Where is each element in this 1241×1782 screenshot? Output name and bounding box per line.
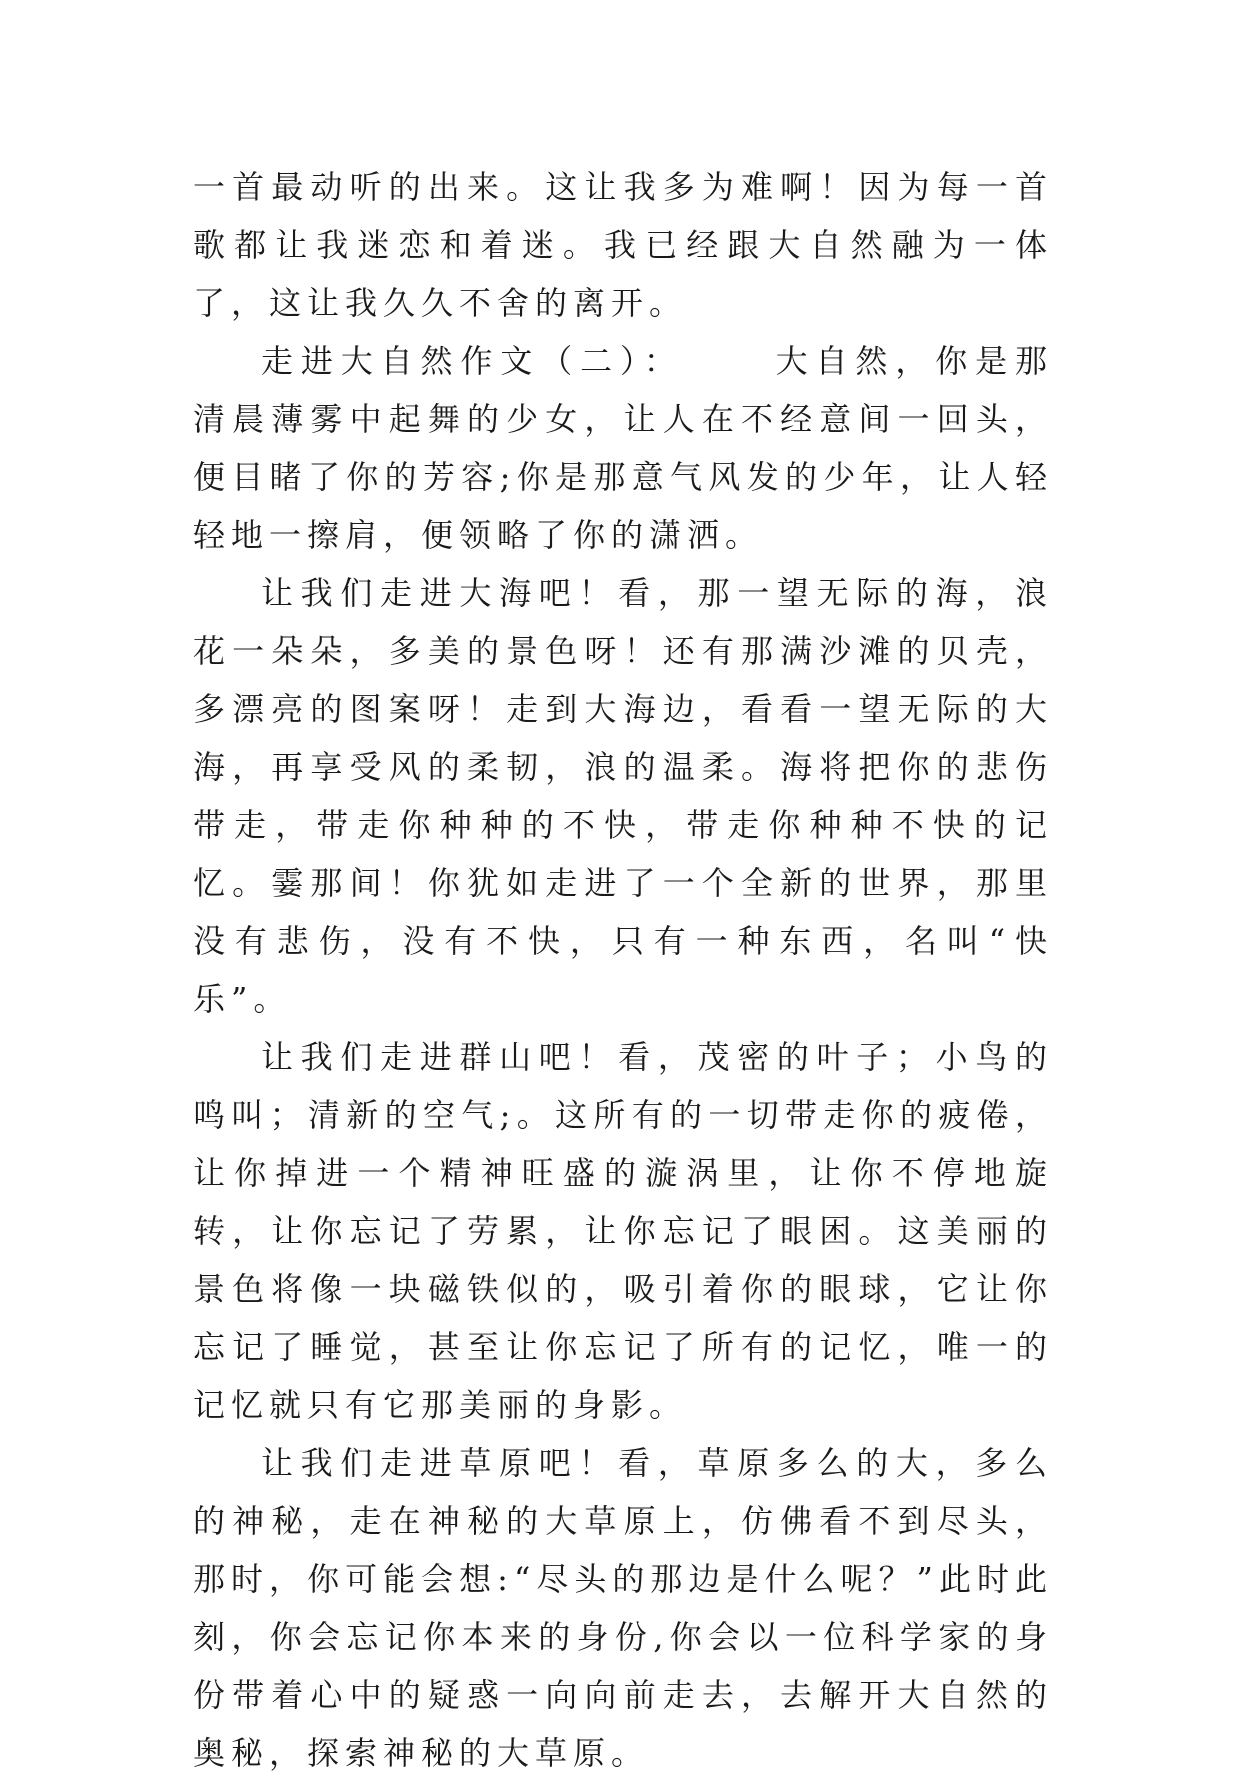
- paragraph-5: 让我们走进草原吧！看，草原多么的大，多么的神秘，走在神秘的大草原上，仿佛看不到尽头，那时，你可能会想:“尽头的那边是什么呢？”此时此刻，你会忘记你本来的身份,你会以一位科学家的身份带着心中的疑惑一向向前走去，去解开大自然的奥秘，探索神秘的大草原。: [193, 1444, 1053, 1772]
- document-body: [193, 158, 1053, 1782]
- paragraph-2: [193, 332, 1053, 564]
- paragraph-3: 让我们走进大海吧！看，那一望无际的海，浪花一朵朵，多美的景色呀！还有那满沙滩的贝壳，多漂亮的图案呀！走到大海边，看看一望无际的大海，再享受风的柔韧，浪的温柔。海将把你的悲伤带走，带走你种种的不快，带走你种种不快的记忆。霎那间！你犹如走进了一个全新的世界，那里没有悲伤，没有不快，只有一种东西，名叫“快乐”。: [193, 574, 1053, 1018]
- paragraph-2-text: 大自然，你是那清晨薄雾中起舞的少女，让人在不经意间一回头，便目睹了你的芳容;你是那意气风发的少年，让人轻轻地一擦肩，便领略了你的潇洒。: [193, 342, 1053, 554]
- essay-heading: 走进大自然作文（二）：: [261, 342, 684, 380]
- paragraph-4: 让我们走进群山吧！看，茂密的叶子；小鸟的鸣叫；清新的空气;。这所有的一切带走你的疲倦，让你掉进一个精神旺盛的漩涡里，让你不停地旋转，让你忘记了劳累，让你忘记了眼困。这美丽的景色将像一块磁铁似的，吸引着你的眼球，它让你忘记了睡觉，甚至让你忘记了所有的记忆，唯一的记忆就只有它那美丽的身影。: [193, 1038, 1053, 1424]
- paragraph-1: 一首最动听的出来。这让我多为难啊！因为每一首歌都让我迷恋和着迷。我已经跟大自然融为一体了，这让我久久不舍的离开。: [193, 168, 1053, 322]
